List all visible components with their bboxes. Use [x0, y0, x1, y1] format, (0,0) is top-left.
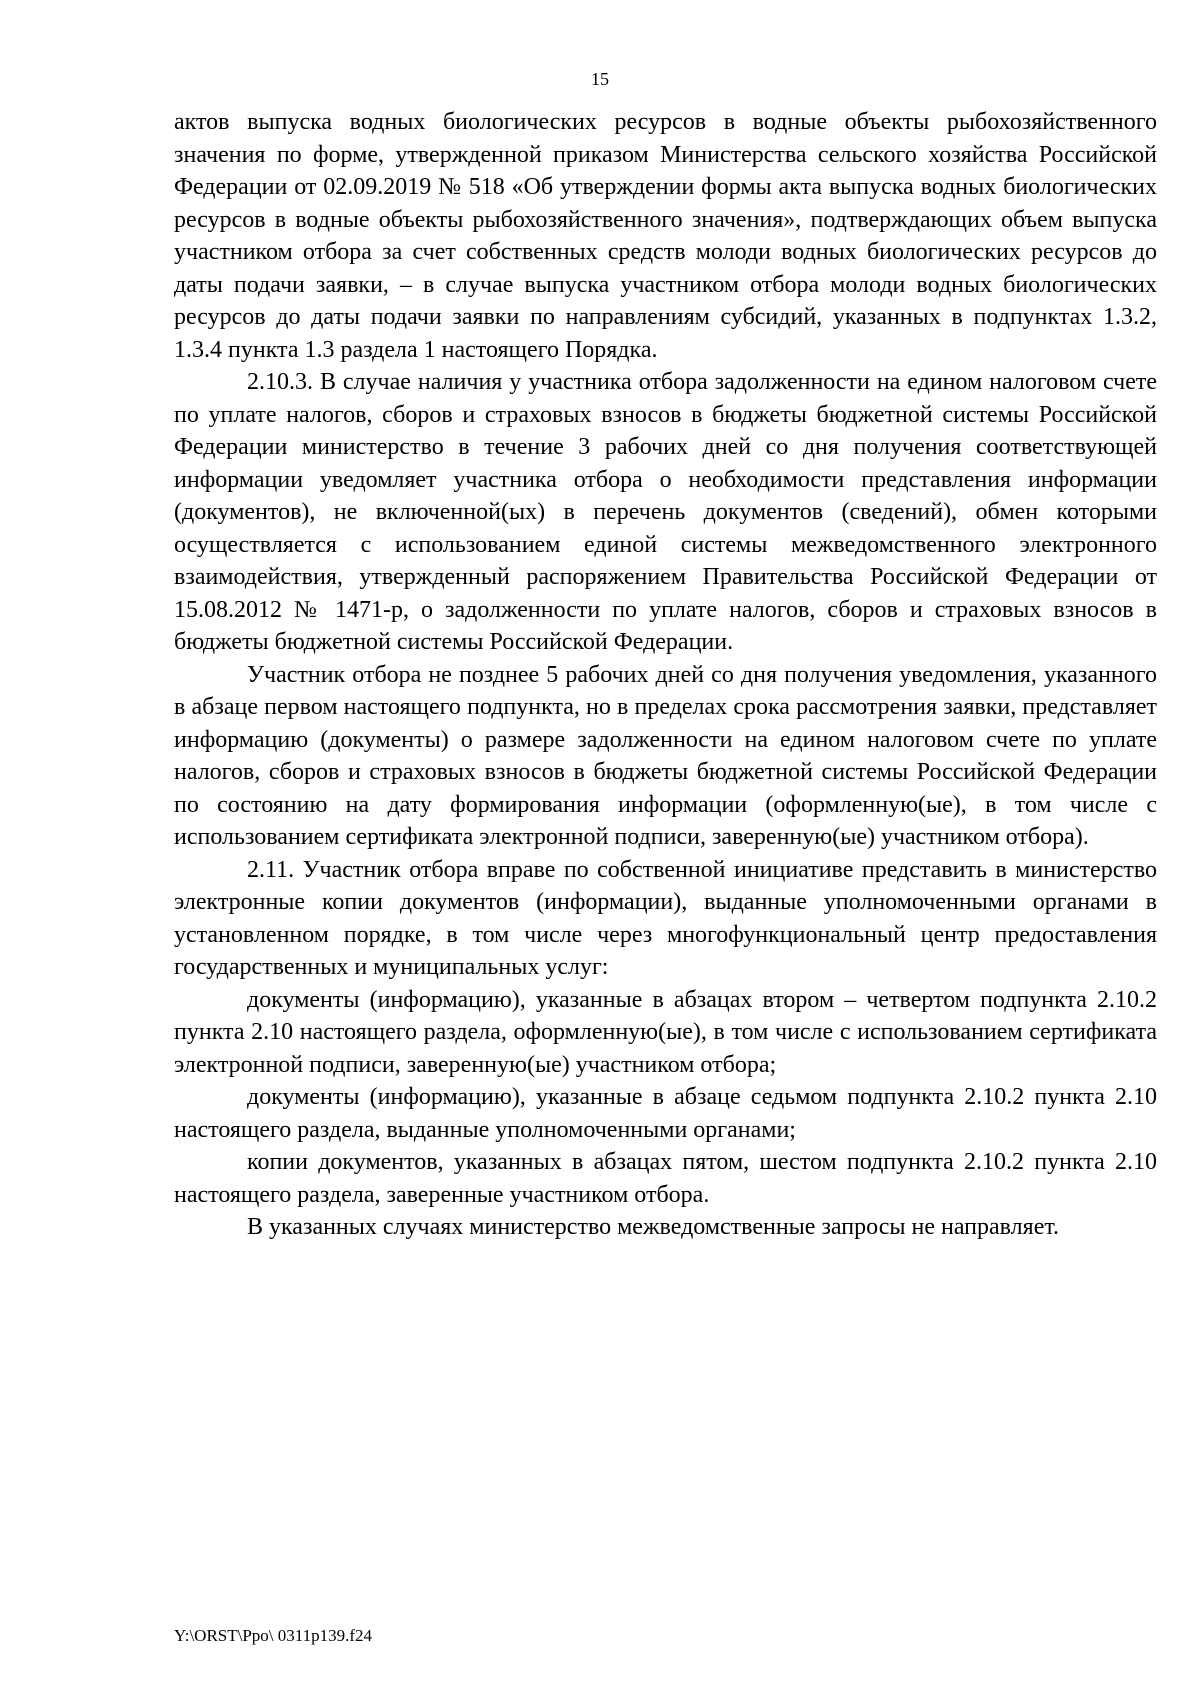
paragraph-2-11: 2.11. Участник отбора вправе по собственной инициативе представить в министерство электронные копии документов (информации), выданные уполномоченными органами в установленном порядке, в том числе через многофункциональный центр предоставления государственных и муниципальных услуг:	[174, 856, 1157, 980]
list-item-copies-5-6: копии документов, указанных в абзацах пятом, шестом подпункта 2.10.2 пункта 2.10 настоящего раздела, заверенные участником отбора.	[174, 1149, 1157, 1208]
paragraph-no-requests: В указанных случаях министерство межведомственные запросы не направляет.	[247, 1214, 1060, 1240]
paragraph-participant-deadline: Участник отбора не позднее 5 рабочих дней со дня получения уведомления, указанного в абзаце первом настоящего подпункта, но в пределах срока рассмотрения заявки, представляет информацию (документы) о размере задолженности на едином налоговом счете по уплате налогов, сборов и страховых взносов в бюджеты бюджетной системы Российской Федерации по состоянию на дату формирования информации (оформленную(ые), в том числе с использованием сертификата электронной подписи, заверенную(ые) участником отбора).	[174, 661, 1157, 850]
list-item-documents-2-4: документы (информацию), указанные в абзацах втором – четвертом подпункта 2.10.2 пункта 2.10 настоящего раздела, оформленную(ые), в том числе с использованием сертификата электронной подписи, заверенную(ые) участником отбора;	[174, 986, 1157, 1078]
paragraph-continuation: актов выпуска водных биологических ресурсов в водные объекты рыбохозяйственного значения по форме, утвержденной приказом Министерства сельского хозяйства Российской Федерации от 02.09.2019 № 518 «Об утверждении формы акта выпуска водных биологических ресурсов в водные объекты рыбохозяйственного значения», подтверждающих объем выпуска участником отбора за счет собственных средств молоди водных биологических ресурсов до даты подачи заявки, – в случае выпуска участником отбора молоди водных биологических ресурсов до даты подачи заявки по направлениям субсидий, указанных в подпунктах 1.3.2, 1.3.4 пункта 1.3 раздела 1 настоящего Порядка.	[174, 109, 1157, 363]
file-path-footer: Y:\ORST\Ppo\ 0311p139.f24	[174, 1626, 373, 1645]
page-number: 15	[591, 69, 609, 89]
list-item-documents-7: документы (информацию), указанные в абзаце седьмом подпункта 2.10.2 пункта 2.10 настоящего раздела, выданные уполномоченными органами;	[174, 1084, 1157, 1143]
document-body	[174, 106, 1157, 1244]
paragraph-2-10-3: 2.10.3. В случае наличия у участника отбора задолженности на едином налоговом счете по уплате налогов, сборов и страховых взносов в бюджеты бюджетной системы Российской Федерации министерство в течение 3 рабочих дней со дня получения соответствующей информации уведомляет участника отбора о необходимости представления информации (документов), не включенной(ых) в перечень документов (сведений), обмен которыми осуществляется с использованием единой системы межведомственного электронного взаимодействия, утвержденный распоряжением Правительства Российской Федерации от 15.08.2012 № 1471-р, о задолженности по уплате налогов, сборов и страховых взносов в бюджеты бюджетной системы Российской Федерации.	[174, 369, 1157, 655]
